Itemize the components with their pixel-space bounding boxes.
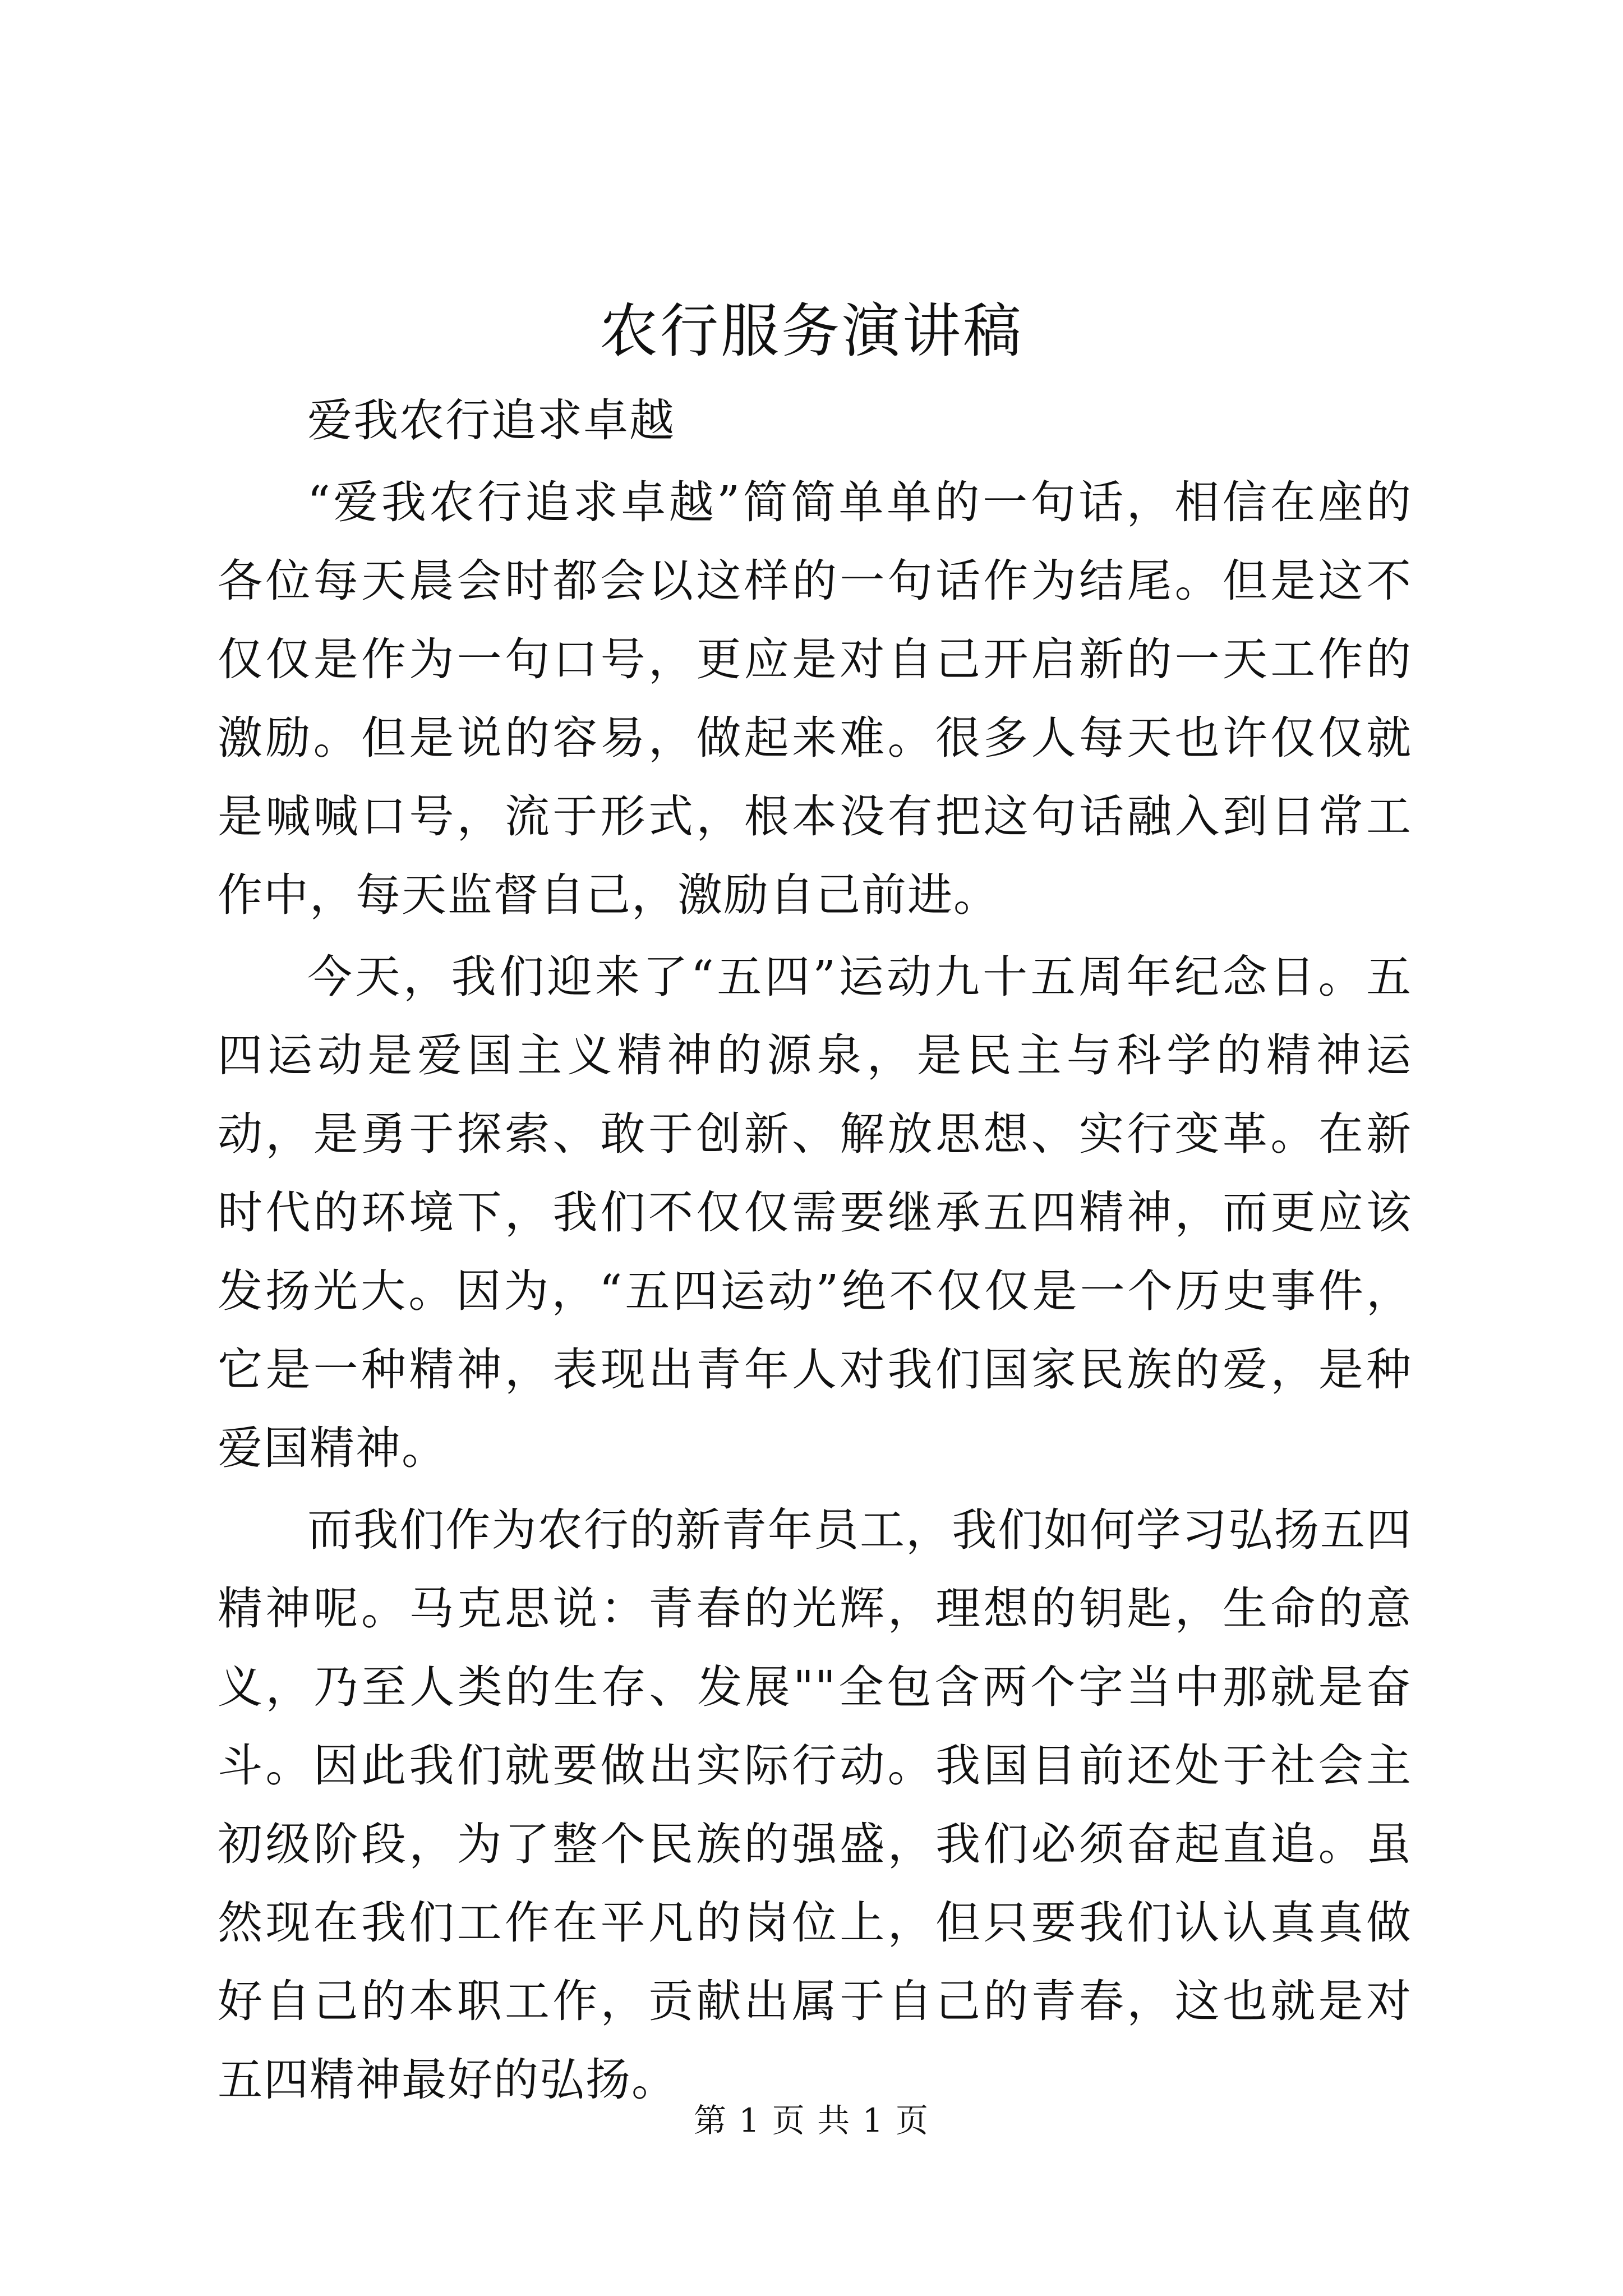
document-title: 农行服务演讲稿 xyxy=(599,297,1023,365)
page-footer: 第 1 页 共 1 页 xyxy=(694,2101,929,2139)
document-body xyxy=(218,381,1412,2119)
paragraph-3: 而我们作为农行的新青年员工，我们如何学习弘扬五四精神呢。马克思说：青春的光辉，理想的钥匙，生命的意义，乃至人类的生存、发展""全包含两个字当中那就是奋斗。因此我们就要做出实际行动。我国目前还处于社会主初级阶段，为了整个民族的强盛，我们必须奋起直追。虽然现在我们工作在平凡的岗位上，但只要我们认认真真做好自己的本职工作，贡献出属于自己的青春，这也就是对五四精神最好的弘扬。 xyxy=(218,1504,1412,2106)
paragraph-1: “爱我农行追求卓越”简简单单的一句话，相信在座的各位每天晨会时都会以这样的一句话作为结尾。但是这不仅仅是作为一句口号，更应是对自己开启新的一天工作的激励。但是说的容易，做起来难。很多人每天也许仅仅就是喊喊口号，流于形式，根本没有把这句话融入到日常工作中，每天监督自己，激励自己前进。 xyxy=(218,476,1412,921)
paragraph-subtitle: 爱我农行追求卓越 xyxy=(307,394,675,447)
paragraph-2: 今天，我们迎来了“五四”运动九十五周年纪念日。五四运动是爱国主义精神的源泉，是民主与科学的精神运动，是勇于探索、敢于创新、解放思想、实行变革。在新时代的环境下，我们不仅仅需要继承五四精神，而更应该发扬光大。因为，“五四运动”绝不仅仅是一个历史事件，它是一种精神，表现出青年人对我们国家民族的爱，是种爱国精神。 xyxy=(218,951,1412,1474)
